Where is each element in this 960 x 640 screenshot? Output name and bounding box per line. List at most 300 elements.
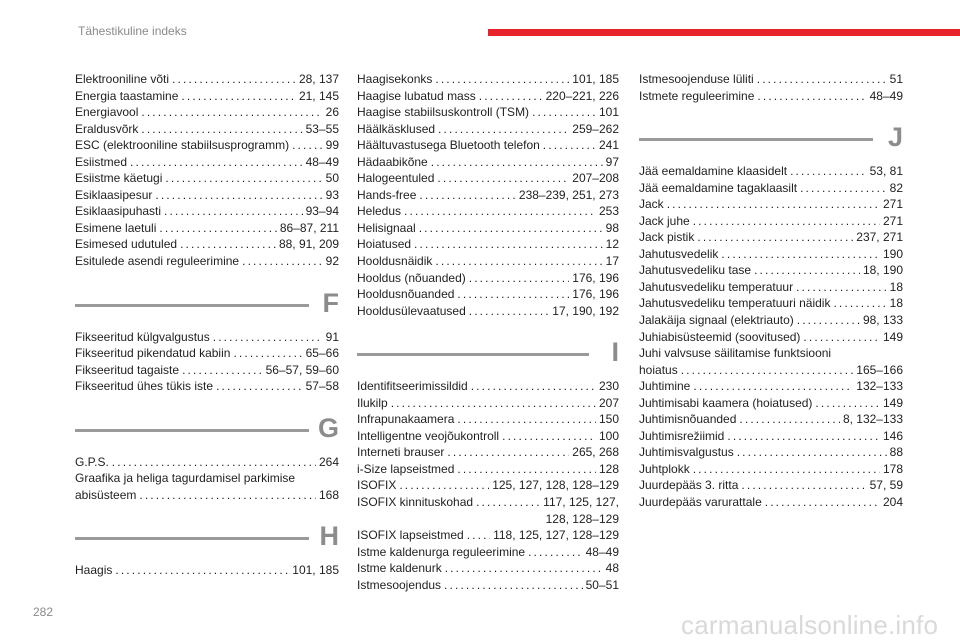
running-header-title: Tähestikuline indeks [78,24,187,38]
dot-leader [431,154,603,171]
dot-leader [213,329,323,346]
index-entry [75,470,339,487]
index-entry [75,454,339,471]
dot-leader [233,345,302,362]
dot-leader [404,203,596,220]
index-term: Juurdepääs 3. ritta [639,478,739,493]
index-entry [75,329,339,346]
index-term: Energia taastamine [75,88,179,103]
index-term: Hooldusülevaatused [357,303,466,318]
index-term: Juhtimisvalgustus [639,445,734,460]
index-page-refs: 48–49 [869,88,903,103]
section-header-f [75,288,339,322]
index-entry [639,246,903,263]
dot-leader [693,378,853,395]
index-term: Hooldusnõuanded [357,287,455,302]
index-term: Hooldusnäidik [357,254,433,269]
index-page-refs: 207 [598,395,619,410]
index-page-refs: 98 [605,220,619,235]
index-page-refs: 241 [598,138,619,153]
index-term: Identifitseerimissildid [357,379,468,394]
index-entry [357,527,619,544]
index-page-refs: 132–133 [856,379,903,394]
index-page-refs: 118, 125, 127, 128–129 [493,528,619,543]
index-term: Jahutusvedeliku temperatuur [639,279,794,294]
index-term: Istmesoojendus [357,577,442,592]
dot-leader [815,395,880,412]
index-term: Juhiabisüsteemid (soovitused) [639,329,801,344]
section-header-g [75,413,339,447]
index-entry [357,577,619,594]
dot-leader [693,461,880,478]
dot-leader [697,229,853,246]
index-term: G.P.S. [75,454,109,469]
index-page-refs: 57, 59 [869,478,903,493]
index-term: Esiklaasipesur [75,187,153,202]
section-header-j [639,122,903,156]
dot-leader [445,560,603,577]
dot-leader [803,329,880,346]
dot-leader [457,461,596,478]
index-entry [357,428,619,445]
index-page-refs: 91 [325,329,339,344]
index-term: Jalakäija signaal (elektriauto) [639,313,794,328]
index-page-refs: 259–262 [572,121,619,136]
index-page-refs: 178 [882,461,903,476]
index-page-refs: 18 [889,296,903,311]
dot-leader [502,428,596,445]
index-term: Juhtplokk [639,461,690,476]
index-page-refs: 56–57, 59–60 [265,362,339,377]
index-page-refs: 93 [325,187,339,202]
index-entry [357,154,619,171]
index-term: Elektrooniline võti [75,72,170,86]
index-term: Haagisekonks [357,72,433,86]
dot-leader [765,494,880,511]
index-term: Juhi valvsuse säilitamise funktsiooni [639,346,832,361]
index-entry [75,236,339,253]
index-term: Infrapunakaamera [357,412,455,427]
index-page-refs: 48 [605,561,619,576]
index-term: Juurdepääs varurattale [639,495,762,510]
dot-leader [242,253,323,270]
index-entry [639,395,903,412]
dot-leader [181,88,296,105]
dot-leader [693,213,880,230]
dot-leader [469,303,550,320]
index-page-refs: 125, 127, 128, 128–129 [492,478,619,493]
index-entry [75,154,339,171]
index-page-refs: 190 [882,246,903,261]
index-entry [75,170,339,187]
section-letter: F [322,287,339,318]
index-page-refs: 176, 196 [572,287,619,302]
index-term: Heledus [357,204,402,219]
dot-leader [141,121,302,138]
index-entry [357,253,619,270]
index-entry [357,444,619,461]
index-page-refs: 18 [889,279,903,294]
index-page-refs: 149 [882,395,903,410]
index-entry [639,345,903,362]
index-entry [75,487,339,504]
dot-leader [182,362,263,379]
index-page-refs: 53, 81 [869,164,903,179]
dot-leader [532,104,596,121]
index-term: Helisignaal [357,220,416,235]
index-term: Hoiatused [357,237,412,252]
index-page-refs: 21, 145 [298,88,339,103]
dot-leader [115,562,289,579]
dot-leader [447,444,569,461]
dot-leader [419,220,603,237]
dot-leader [833,295,886,312]
index-term: i-Size lapseistmed [357,461,455,476]
index-term: Häältuvastusega Bluetooth telefon [357,138,540,153]
index-term: Esiklaasipuhasti [75,204,162,219]
index-page-refs: 271 [882,197,903,212]
dot-leader [437,170,569,187]
index-term: Haagise stabiilsuskontroll (TSM) [357,105,530,120]
index-page-refs: 97 [605,154,619,169]
index-term: Fikseeritud tagaiste [75,362,180,377]
index-entry [639,71,903,88]
dot-leader [165,170,322,187]
index-term: Jack pistik [639,230,695,245]
dot-leader [681,362,854,379]
index-entry [639,213,903,230]
index-term: Jahutusvedelik [639,246,719,261]
index-term: Fikseeritud ühes tükis iste [75,379,214,394]
index-entry [357,236,619,253]
index-entry [639,378,903,395]
index-term: Istme kaldenurga reguleerimine [357,544,526,559]
dot-leader [800,180,887,197]
section-rule [75,537,309,540]
dot-leader [667,196,880,213]
index-column-2 [357,71,619,593]
index-entry [75,121,339,138]
index-entry [357,220,619,237]
dot-leader [790,163,867,180]
dot-leader [476,494,540,511]
index-entry [357,121,619,138]
index-entry [75,187,339,204]
index-entry [75,203,339,220]
index-page-refs: 50–51 [585,577,619,592]
section-rule [639,138,873,141]
index-page-refs: 149 [882,329,903,344]
index-entry [75,345,339,362]
index-term: Halogeentuled [357,171,435,186]
index-page-refs: 271 [882,213,903,228]
index-entry [639,279,903,296]
index-entry [357,270,619,287]
index-term: Esiistmed [75,154,128,169]
index-term: Ilukilp [357,395,388,410]
index-term: Istme kaldenurk [357,561,442,576]
page-number: 282 [33,605,54,619]
index-entry [75,220,339,237]
index-term: Hädaabikõne [357,154,428,169]
index-entry [357,88,619,105]
dot-leader [399,477,489,494]
index-term: Esimene laetuli [75,220,157,235]
index-term: Istmete reguleerimine [639,88,755,103]
index-entry [357,203,619,220]
dot-leader [159,220,276,237]
index-page-refs: 48–49 [305,154,339,169]
dot-leader [155,187,322,204]
index-page-refs: 12 [605,237,619,252]
index-page-refs: 17 [605,254,619,269]
dot-leader [391,395,596,412]
index-entry [639,262,903,279]
dot-leader [130,154,303,171]
index-page-refs: 50 [325,171,339,186]
index-term: Intelligentne veojõukontroll [357,428,500,443]
index-entry [357,544,619,561]
index-entry [357,71,619,88]
index-page-refs: 220–221, 226 [545,88,619,103]
dot-leader [444,577,583,594]
index-entry [639,88,903,105]
index-entry [357,137,619,154]
index-term: ESC (elektrooniline stabiilsusprogramm) [75,138,290,153]
dot-leader [435,71,569,88]
index-entry [639,163,903,180]
index-entry [357,411,619,428]
index-page-refs: 117, 125, 127, [543,495,619,510]
index-term: Jahutusvedeliku temperatuuri näidik [639,296,831,311]
dot-leader [757,88,866,105]
index-page-refs: 51 [889,72,903,86]
index-term: Juhtimisnõuanded [639,412,737,427]
index-page-refs: 93–94 [305,204,339,219]
dot-leader [457,411,596,428]
index-page-refs: 265, 268 [572,445,619,460]
index-entry [357,395,619,412]
index-entry [75,104,339,121]
index-entry [639,428,903,445]
index-entry [639,461,903,478]
section-header-i [357,337,619,371]
index-page-refs: 17, 190, 192 [552,303,619,318]
index-entry [75,378,339,395]
index-term: ISOFIX kinnituskohad [357,495,474,510]
index-page-refs: 86–87, 211 [279,220,339,235]
dot-leader [469,270,570,287]
dot-leader [543,137,596,154]
index-page-refs: 92 [325,254,339,269]
section-letter: I [611,337,619,368]
dot-leader [739,411,840,428]
header-accent-bar [488,29,960,36]
index-term: Esimesed udutuled [75,237,178,252]
dot-leader [457,286,569,303]
index-term: Interneti brauser [357,445,445,460]
section-rule [357,353,589,356]
index-term: Jää eemaldamine tagaklaasilt [639,180,798,195]
index-page-refs: 230 [598,379,619,394]
index-entry [75,362,339,379]
index-entry [357,170,619,187]
index-term: Istmesoojenduse lüliti [639,72,754,86]
index-entry [357,494,619,511]
index-entry [357,378,619,395]
index-entry [639,444,903,461]
dot-leader [796,279,887,296]
index-page-refs: 264 [318,454,339,469]
section-letter: G [317,412,339,443]
dot-leader [164,203,303,220]
index-entry [75,562,339,579]
index-page-refs: 204 [882,495,903,510]
index-column-1 [75,71,339,579]
index-page-refs: 128, 128–129 [545,511,619,526]
index-entry [639,229,903,246]
dot-leader [721,246,880,263]
index-entry [357,286,619,303]
index-page-refs: 253 [598,204,619,219]
dot-leader [479,88,543,105]
index-term: Energiavool [75,105,139,120]
index-entry [639,362,903,379]
index-entry [357,461,619,478]
dot-leader [141,104,322,121]
index-page-refs: 101, 185 [572,72,619,86]
index-page-refs: 101 [598,105,619,120]
index-term: Jack [639,197,664,212]
index-entry [357,560,619,577]
section-letter: H [319,521,339,552]
index-page-refs: 165–166 [856,362,903,377]
dot-leader [180,236,276,253]
dot-leader [727,428,880,445]
index-term: ISOFIX lapseistmed [357,528,464,543]
index-page-refs: 28, 137 [298,72,339,86]
index-entry [357,303,619,320]
index-term: Juhtimisrežiimid [639,428,725,443]
index-entry [639,312,903,329]
index-page-refs: 57–58 [305,379,339,394]
index-entry [639,196,903,213]
index-term: Fikseeritud külgvalgustus [75,329,210,344]
index-page-refs: 48–49 [585,544,619,559]
index-page-refs: 8, 132–133 [842,412,903,427]
index-term: Hooldus (nõuanded) [357,270,466,285]
dot-leader [112,454,316,471]
index-term: Häälkäsklused [357,121,436,136]
dot-leader [292,137,323,154]
index-page-refs: 237, 271 [856,230,903,245]
index-entry [75,137,339,154]
index-page-refs: 98, 133 [862,313,903,328]
index-page-refs: 65–66 [305,346,339,361]
dot-leader [757,71,887,88]
index-entry [357,477,619,494]
dot-leader [737,444,887,461]
index-term: Esitulede asendi reguleerimine [75,254,240,269]
index-page-refs: 99 [325,138,339,153]
index-term: Eraldusvõrk [75,121,139,136]
dot-leader [172,71,296,88]
index-term: Esiistme käetugi [75,171,163,186]
section-rule [75,429,309,432]
index-term: ISOFIX [357,478,397,493]
dot-leader [414,236,603,253]
index-page-refs: 207–208 [572,171,619,186]
index-page-refs: 88, 91, 209 [278,237,339,252]
index-page-refs: 238–239, 251, 273 [518,187,619,202]
index-page-refs: 128 [598,461,619,476]
dot-leader [797,312,860,329]
index-entry [639,180,903,197]
index-entry [357,511,619,528]
index-entry [639,494,903,511]
index-term: Graafika ja heliga tagurdamisel parkimise [75,471,296,486]
index-entry [75,253,339,270]
index-page-refs: 146 [882,428,903,443]
section-rule [75,304,309,307]
dot-leader [419,187,516,204]
index-page-refs: 26 [325,105,339,120]
index-page-refs: 88 [889,445,903,460]
index-page-refs: 18, 190 [862,263,903,278]
dot-leader [139,487,316,504]
index-page-refs: 168 [318,487,339,502]
index-entry [639,411,903,428]
index-term: Jack juhe [639,213,690,228]
index-entry [639,477,903,494]
dot-leader [471,378,596,395]
dot-leader [467,527,490,544]
index-page-refs: 100 [598,428,619,443]
index-entry [639,329,903,346]
index-term: Haagis [75,563,113,578]
index-term: Hands-free [357,187,417,202]
section-header-h [75,521,339,555]
index-entry [75,88,339,105]
index-page-refs: 176, 196 [572,270,619,285]
index-term: Haagise lubatud mass [357,88,476,103]
dot-leader [435,253,602,270]
index-term: Fikseeritud pikendatud kabiin [75,346,231,361]
section-letter: J [887,122,903,153]
dot-leader [438,121,569,138]
index-entry [75,71,339,88]
index-term: Juhtimine [639,379,691,394]
dot-leader [741,477,866,494]
index-term: hoiatus [639,362,678,377]
index-entry [639,295,903,312]
index-term: abisüsteem [75,487,137,502]
watermark: carmanualsonline.info [681,610,939,640]
index-page-refs: 82 [889,180,903,195]
index-term: Jahutusvedeliku tase [639,263,752,278]
index-page-refs: 150 [598,412,619,427]
dot-leader [528,544,583,561]
dot-leader [216,378,303,395]
index-term: Juhtimisabi kaamera (hoiatused) [639,395,813,410]
index-column-3 [639,71,903,511]
index-page-refs: 53–55 [305,121,339,136]
index-page-refs: 101, 185 [292,563,339,578]
index-entry [357,104,619,121]
index-entry [357,187,619,204]
dot-leader [754,262,860,279]
index-term: Jää eemaldamine klaasidelt [639,164,788,179]
